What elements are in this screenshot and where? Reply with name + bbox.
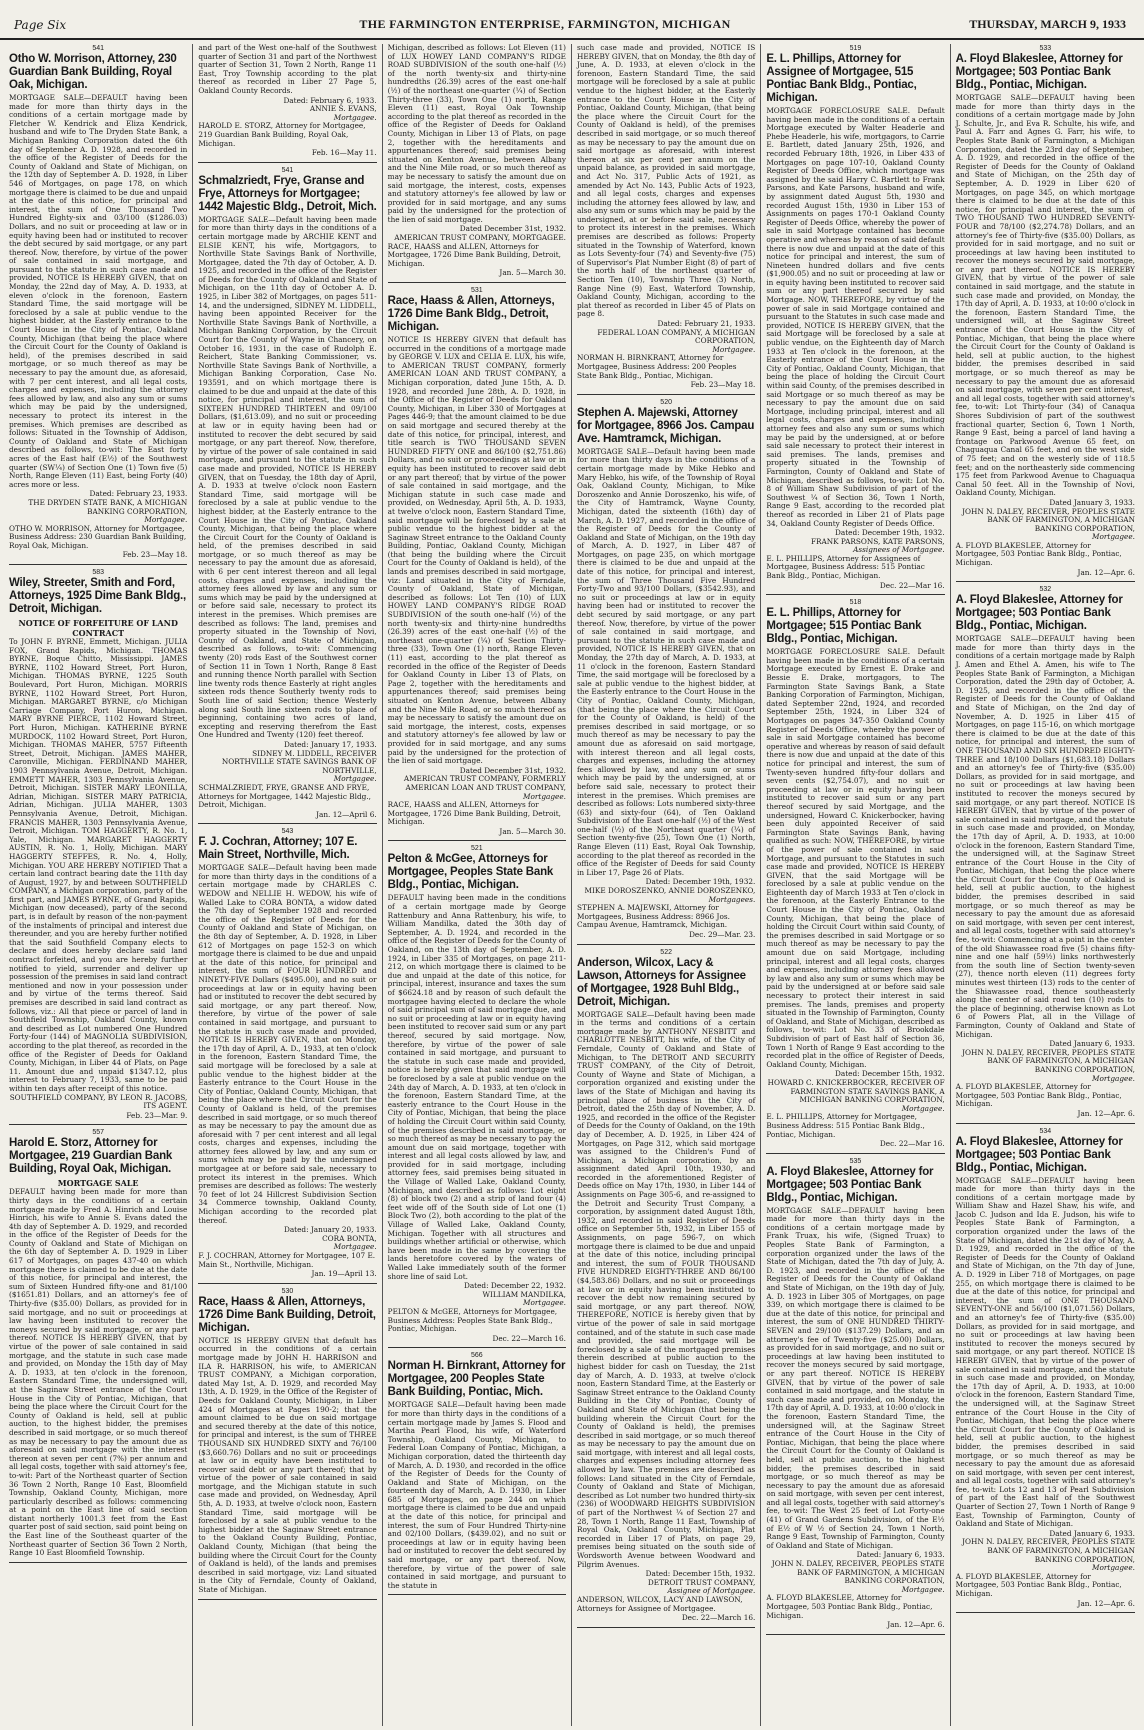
notice-role: Mortgagee. xyxy=(901,1103,945,1113)
notice-dated: Dated: December 15th, 1932. xyxy=(645,1569,756,1579)
column-6 xyxy=(951,44,1140,1726)
notice-number: 530 xyxy=(281,1287,294,1295)
notice-number: 519 xyxy=(849,45,862,52)
notice-dated: Dated January 6, 1933. xyxy=(1049,1039,1135,1049)
notice-number: 522 xyxy=(660,948,672,956)
notice-number: 520 xyxy=(660,398,672,406)
notice-dated: Dated: January 6, 1933. xyxy=(856,1550,945,1560)
notice-role: Mortgagee. xyxy=(523,791,566,801)
notice-run-dates: Feb. 16—May 11. xyxy=(311,148,377,158)
notice-body: MORTGAGE FORECLOSURE SALE. Default having been made in the conditions of a certain Mortgage executed by Ernest E. Drake and Bessie E. Drake, mortgagors, to The Farmington State Savings Bank, a State Banking Corporation of Farmington, Michigan, dated September 22nd, 1924, and recorded September 25th, 1924, in Liber 324 of Mortgages on pages 347-350 Oakland County Register of Deeds Office, whereby the power of sale in said Mortgage contained has become operative and whereas by reason of said default there is now due and unpaid at the date of this notice for principal and interest, the sum of Twenty-seven hundred fifty-four dollars and seven cents ($2,754.07), and no suit or proceeding at law or in equity having been instituted to recover said sum or any part thereof secured by said Mortgage, and the undersigned, Howard C. Knickerbocker, having been duly appointed Receiver of said Farmington State Savings Bank, having qualified as such: NOW, THEREFORE, by virtue of the power of sale contained in said Mortgage, and pursuant to the Statutes in such case made and provided, NOTICE IS HEREBY GIVEN, that the said Mortgage will be foreclosed by a sale at public vendue on the Eighteenth day of March 1933 at Ten o'clock in the forenoon, at the Easterly Entrance to the Court House in the City of Pontiac, Oakland County, Michigan, that being the place of holding the Circuit Court within said County, of the premises described in said Mortgage or so much thereof as may be necessary to pay the amount due on said Mortgage, including principal, interest and all legal costs, charges and expenses, including attorney fees allowed by law and also any sum or sums which may be paid by the undersigned at or before said sale necessary to protect their interest in said premises. The lands, premises and property situated in the Township of Farmington, County of Oakland, and State of Michigan, described as follows, to-wit: Lot No. 33 of Brookdale Subdivision of part of East half of Section 36, Town 1 North of Range 9 East according to the recorded plat in the office of Register of Deeds, Oakland County, Michigan. xyxy=(766,647,945,1069)
notice-number: 532 xyxy=(1039,586,1052,594)
legal-notice xyxy=(577,398,755,940)
notice-attorney: NORMAN H. BIRNKRANT, Attorney for Mortgagee, Business Address: 200 Peoples State Bank Bldg., Pontiac, Michigan. xyxy=(576,353,737,380)
page-number: Page Six xyxy=(14,18,67,32)
notice-attorney: PELTON & McGEE, Attorneys for Mortgagee, Business Address: Peoples State Bank Bldg., Pontiac, Michigan. xyxy=(387,1306,558,1334)
notice-dated: Dated: December 15th, 1932. xyxy=(835,1069,945,1079)
column-4 xyxy=(572,44,761,1726)
notice-heading: A. Floyd Blakeslee, Attorney for Mortgagee; 503 Pontiac Bank Bldg., Pontiac, Michigan. xyxy=(766,1165,934,1204)
notice-divider xyxy=(9,1562,187,1563)
notice-divider xyxy=(388,840,566,841)
notice-heading: A. Floyd Blakeslee, Attorney for Mortgagee; 503 Pontiac Bank Bldg., Pontiac, Michigan. xyxy=(955,1135,1123,1174)
notice-role: Mortgagee. xyxy=(333,774,377,784)
notice-divider xyxy=(198,823,376,824)
notice-signature: FRANK PARSONS, KATE PARSONS, xyxy=(810,536,945,546)
notice-number: 533 xyxy=(1039,45,1052,52)
notice-signature: SIDNEY M. LIDDELL, RECEIVER NORTHVILLE STATE SAVINGS BANK OF NORTHVILLE, xyxy=(221,748,377,775)
notice-number: 521 xyxy=(470,845,483,853)
notice-role: Mortgagee. xyxy=(523,1298,566,1308)
notice-body: DEFAULT having been made in the conditions of a certain mortgage made by George Rattenbury and Anna Rattenbury, his wife, to William Mandilka, dated the 30th day of September, A. D. 1924, and recorded in the office of the Register of Deeds for the County of Oakland, on the 13th day of September, A. D. 1924, in Liber 335 of Mortgages, on page 211-212, on which mortgage there is claimed to be due and unpaid at the date of this notice, for principal, interest, insurance and taxes the sum of $6624.18 and by reason of such default the mortgagee having elected to declare the whole of said principal sum of said mortgage due, and no suit or proceeding at law or in equity having been instituted to recover said sum or any part thereof, secured by said mortgage. Now, therefore, by virtue of the power of sale contained in said mortgage, and pursuant to the statute in such case made and provided, notice is hereby given that said mortgage will be foreclosed by a sale at public vendue on the 24th day of March, A. D. 1933, at ten o'clock in the forenoon, Eastern Standard Time, at the easterly entrance to the Court House in the City of Pontiac, Michigan, that being the place of holding the Circuit Court within said County, of the premises described in said mortgage, or so much thereof as may be necessary to pay the amount due on said mortgage, together with interest and all legal costs allowed by law, and provided for in said mortgage, including attorney fees, said premises being situated in the Village of Walled Lake, Oakland County, Michigan, and described as follows: Lot eight (8) of block two (2) and a strip of land four (4) feet wide off of the South side of Lot one (1) Block Two (2), both according to the plat of the Village of Walled Lake, Oakland County, Michigan. Together with all structures and buildings whether artificial or otherwise, which have been made in the same by covering the lands heretofore covered by the waters of Walled Lake immediately south of the former shore line of said Lot. xyxy=(387,893,566,1281)
notice-role: Mortgagees. xyxy=(708,894,756,904)
notice-role: Mortgagee. xyxy=(901,1584,945,1594)
notice-number: 534 xyxy=(1039,1127,1052,1135)
notice-number: 543 xyxy=(281,828,294,836)
notice-signature: JOHN N. DALEY, RECEIVER, PEOPLES STATE BANK OF FARMINGTON, A MICHIGAN BANKING CORPORATION, xyxy=(962,506,1135,533)
notice-heading: E. L. Phillips, Attorney for Assignee of Mortgagee, 515 Pontiac Bank Bldg., Pontiac, Michigan. xyxy=(766,53,917,104)
notice-number: 541 xyxy=(281,166,294,174)
notice-signature: WILLIAM MANDILKA, xyxy=(482,1289,566,1299)
notice-run-dates: Jan. 12—Apr. 6. xyxy=(1077,1598,1135,1608)
notice-divider xyxy=(9,564,187,565)
notice-attorney: E. L. PHILLIPS, Attorney for Assignees of Mortgagee, Business Address: 515 Pontiac Bank Bldg., Pontiac, Michigan. xyxy=(766,553,925,581)
notice-run-dates: Feb. 23—May 18. xyxy=(690,380,756,390)
notice-signature: MIKE DOROSZENKO, ANNIE DOROSZENKO, xyxy=(584,886,756,896)
column-1 xyxy=(4,44,193,1726)
notice-heading: Race, Haass & Allen, Attorneys, 1726 Dime Bank Bldg., Detroit, Michigan. xyxy=(387,295,555,334)
notice-attorney: SCHMALZRIEDT, FRYE, GRANSE AND FRYE, Attorneys for Mortgagee, 1442 Majestic Bldg., Detroit, Michigan. xyxy=(198,782,371,810)
column-5 xyxy=(761,44,950,1726)
notice-heading: Wiley, Streeter, Smith and Ford, Attorneys, 1925 Dime Bank Bldg., Detroit, Michigan. xyxy=(9,577,187,616)
issue-date: THURSDAY, MARCH 9, 1933 xyxy=(969,17,1126,31)
notice-signature: AMERICAN TRUST COMPANY, FORMERLY AMERICAN LOAN AND TRUST COMPANY, xyxy=(403,774,566,792)
notice-signature: JOHN N. DALEY, RECEIVER, PEOPLES STATE BANK OF FARMINGTON, A MICHIGAN BANKING CORPORATION, xyxy=(962,1537,1135,1564)
notice-number: 531 xyxy=(470,287,483,295)
notice-signature: CORA BONTA, xyxy=(322,1233,377,1243)
notice-attorney: A. FLOYD BLAKESLEE, Attorney for Mortgagee, 503 Pontiac Bank Bldg., Pontiac, Michigan. xyxy=(766,1593,933,1620)
notice-attorney: F. J. COCHRAN, Attorney for Mortgagee, 107 E. Main St., Northville, Michigan. xyxy=(198,1251,376,1269)
notice-signature: JOHN N. DALEY, RECEIVER, PEOPLES STATE BANK OF FARMINGTON, A MICHIGAN BANKING CORPORATION, xyxy=(962,1047,1135,1074)
notice-heading: Stephen A. Majewski, Attorney for Mortgagee, 8966 Jos. Campau Ave. Hamtramck, Michigan. xyxy=(576,406,755,445)
notice-dated: Dated January 6, 1933. xyxy=(1049,1528,1135,1538)
notice-signature: FEDERAL LOAN COMPANY, A MICHIGAN CORPORATION, xyxy=(597,327,756,346)
notice-run-dates: Jan. 19—April 13. xyxy=(311,1269,377,1279)
notice-role: Mortgagee. xyxy=(1092,1073,1135,1083)
notice-attorney: A. FLOYD BLAKESLEE, Attorney for Mortgagee, 503 Pontiac Bank Bldg., Pontiac, Michigan. xyxy=(955,1571,1122,1598)
notice-run-dates: Dec. 22—Mar 16. xyxy=(879,1139,945,1149)
notice-run-dates: Jan. 12—April 6. xyxy=(316,809,377,819)
notice-run-dates: Feb. 23—May 18. xyxy=(122,550,188,560)
notice-role: Mortgagee. xyxy=(144,515,188,525)
notice-divider xyxy=(766,1634,944,1635)
notice-role: Mortgagee. xyxy=(1092,1563,1135,1573)
notice-body: MORTGAGE SALE—DEFAULT having been made for more than thirty days in the conditions of a certain mortgage made by Frank Truax, his wife, (Signed Truax) to Peoples State Bank of Farmington, a corporation organized under the laws of the State of Michigan, dated the 7th day of July, A. D. 1923, and recorded in the office of the Register of Deeds for the County of Oakland and State of Michigan, on the 19th day of July, A. D. 1923 in Liber 305 of Mortgages, on page 339, on which mortgage there is claimed to be due at the date of this notice, for principal and interest, the sum of ONE HUNDRED THIRTY-SEVEN and 29/100 ($137.29) Dollars, and an attorney's fee of Twenty-five ($25.00) Dollars, as provided for in said mortgage, and no suit or proceedings at law having been instituted to recover the moneys secured by said mortgage, or any part thereof. NOTICE IS HEREBY GIVEN, that by virtue of the power of sale contained in said mortgage, and the statute in such case made and provided, on Monday, the 17th day of April, A. D. 1933, at 10:00 o'clock in the forenoon, Eastern Standard Time, the undersigned will, at the Saginaw Street entrance of the Court House in the City of Pontiac, Michigan, that being the place where the Circuit Court for the County of Oakland is held, sell at public auction, to the highest bidder, the premises described in said mortgage, or so much thereof as may be necessary to pay the amount due as aforesaid on said mortgage, with seven per cent interest, and all legal costs, together with said attorney's fee, to-wit: The West 25 feet of Lot Forty-one (41) of Grand Gardens Subdivision, of the E½ of E½ of W ½ of Section 24, Town 1 North, Range 9 East, Township of Farmington, County of Oakland and State of Michigan. xyxy=(766,1205,945,1550)
notice-divider xyxy=(956,1123,1135,1124)
notice-role: Assignees of Mortgagee. xyxy=(853,545,945,555)
notice-subheading: MORTGAGE SALE xyxy=(57,1178,139,1189)
notice-dated: Dated: February 21, 1933. xyxy=(657,319,756,328)
notice-body: Michigan, described as follows: Lot Eleven (11) of LUX HOWEY LAND COMPANY'S RIDGE ROAD SUBDIVISION of the south one-half (½) of the north twenty-six and thirty-nine hundredths (26.39) acres of the east one-half (½) of the northeast one-quarter (¼) of Section Thirty-three (33), Town One (1) north, Range Eleven (11) east, Royal Oak Township according to the plat thereof as recorded in the office of the Register of Deeds for Oakland County, Michigan in Liber 13 of Plats, on page 2, together with the hereditaments and appurtenances thereof; said premises being situated on Kenton Avenue, between Albany and the Nine Mile road, or so much thereof as may be necessary to satisfy the amount due on said mortgage, the interest, costs, expenses and statutory attorney's fee allowed by law or provided for in said mortgage, and any sums paid by the undersigned for the protection of the lien of said mortgage. xyxy=(387,44,566,224)
notice-body: MORTGAGE SALE—Default having been made for more than thirty days in the conditions of a certain mortgage made by Mike Hebko and Mary Hebko, his wife, of the Township of Royal Oak, Oakland County, Michigan, to Mike Doroszenko and Annie Doroszenko, his wife, of the City of Hamtramck, Wayne County, Michigan, dated the sixteenth (16th) day of March, A. D. 1927, and recorded in the office of the Register of Deeds for the County of Oakland and State of Michigan, on the 19th day of March, A. D. 1927, in Liber 487 of Mortgages, on page 235, on which mortgage there is claimed to be due and unpaid at the date of this notice, for principal and interest, the sum of Three Thousand Five Hundred Forty-Two and 93/100 Dollars, ($3542.93), and no suit or proceedings at law or in equity having been had or instituted to recover the debt secured by said mortgage, or any part thereof. Now, therefore, by virtue of the power of sale contained in said mortgage, and pursuant to the statute in such case made and provided, NOTICE IS HEREBY GIVEN, that on Monday, the 27th day of March, A. D. 1933, at 11 o'clock in the forenoon, Eastern Standard Time, the said mortgage will be foreclosed by a sale at public vendue to the highest bidder, at the Easterly entrance to the Court House in the City of Pontiac, Oakland County, Michigan, (that being the place where the Circuit Court for the County of Oakland, is held) of the premises described in said mortgage, or so much thereof as may be necessary to pay the amount due as aforesaid on said mortgage, with interest thereon and all legal costs, charges and expenses, including the attorney fees allowed by law, and any sum or sums which may be paid by the undersigned, at or before said sale, necessary to protect their interest in the premises. Which premises are described as follows: Lots numbered sixty-three (63) and sixty-four (64), of Ten Oakland Subdivision of the East one-half (½) of the West one-half (½) of the Northeast quarter (¼) of Section twenty-five (25), Town One (1) North, Range Eleven (11) East, Royal Oak Township, according to the plat thereof as recorded in the office of the Register of Deeds for said County in Liber 17, Page 26 of Plats. xyxy=(576,446,756,877)
notice-divider xyxy=(956,1612,1135,1613)
legal-notice xyxy=(198,44,376,158)
notice-body: NOTICE IS HEREBY GIVEN that default has occurred in the conditions of a mortgage made by GEORGE V. LUX and CELIA E. LUX, his wife, to AMERICAN TRUST COMPANY, formerly AMERICAN LOAN AND TRUST COMPANY, a Michigan corporation, dated June 15th, A. D. 1928, and recorded June 28th, A. D. 1928, in the Office of the Register of Deeds for Oakland County, Michigan, in Liber 330 of Mortgages at Pages 446-9; that the amount claimed to be due on said mortgage and secured thereby at the date of this notice, for principal, interest, and title search is TWO THOUSAND SEVEN HUNDRED FIFTY ONE and 86/100 ($2,751.86) Dollars, and no suit or proceedings at law or in equity has been instituted to recover said debt or any part thereof; that by virtue of the power of sale contained in said mortgage, and the Michigan statute in such case made and provided, on Wednesday, April 5th, A. D. 1933, at twelve o'clock noon, Eastern Standard Time, said mortgage will be foreclosed by a sale at public vendue to the highest bidder at the Saginaw Street entrance to the Oakland County Building, Pontiac, Oakland County, Michigan (that being the building where the Circuit Court for the County of Oakland is held), of the lands and premises described in said mortgage, viz: Land situated in the City of Ferndale, County of Oakland, State of Michigan, described as follows: Lot Ten (10) of LUX HOWEY LAND COMPANY'S RIDGE ROAD SUBDIVISION of the south one-half (½) of the north twenty-six and thirty-nine hundredths (26.39) acres of the east one-half (½) of the northeast one-quarter (¼) of Section Thirty-three (33), Town One (1) north, Range Eleven (11) east, according to the plat thereof as recorded in the office of the Register of Deeds for Oakland County in Liber 13 of Plats, on Page 2, together with the hereditaments and appurtenances thereof; said premises being situated on Kenton Avenue, between Albany and the Nine Mile Road, or so much thereof as may be necessary to satisfy the amount due on said mortgage, the interest, costs, expenses and statutory attorney's fee allowed by law or provided for in said mortgage, and any sums paid by the undersigned for the protection of the lien of said mortgage. xyxy=(387,335,566,766)
notice-body: and part of the West one-half of the Southwest quarter of Section 31 and part of the Northwest quarter of Section 31, Town 2 North, Range 11 East, Troy Township according to the plat thereof as recorded in Liber 27 Page 5, Oakland County Records. xyxy=(198,44,377,95)
notice-divider xyxy=(577,944,755,945)
legal-notice xyxy=(9,568,187,1120)
notice-role: Assignee of Mortgagee. xyxy=(667,1586,756,1596)
notice-subheading: NOTICE OF FORFEITURE OF LAND CONTRACT xyxy=(18,618,178,639)
notice-heading: A. Floyd Blakeslee, Attorney for Mortgagee; 503 Pontiac Bank Bldg., Pontiac, Michigan. xyxy=(955,594,1123,633)
notice-heading: E. L. Phillips, Attorney for Mortgagee; 515 Pontiac Bank Bldg., Pontiac, Michigan. xyxy=(766,607,922,646)
notice-divider xyxy=(198,162,376,163)
notice-body: DEFAULT having been made for more than thirty days in the conditions of a certain mortgage made by Fred A. Hinrich and Louise Hinrich, his wife to Annie S. Evans dated the 4th day of September A. D. 1929, and recorded in the office of the Register of Deeds for the County of Oakland and State of Michigan on the 6th day of September A. D. 1929 in Liber 617 of Mortgages, on pages 437-40 on which mortgage there is claimed to be due at the date of this notice, for principal and interest, the sum of Sixteen Hundred fifty-one and 81/100 ($1651.81) Dollars, and an attorney's fee of Thirty-five ($35.00) Dollars, as provided for in said mortgage, and no suit or proceedings at law having been instituted to recover the moneys secured by said mortgage, or any part thereof. NOTICE IS HEREBY GIVEN, that by virtue of the power of sale contained in said mortgage, and the statute in such case made and provided, on Monday the 15th day of May A. D. 1933, at ten o'clock in the forenoon, Eastern Standard Time, the undersigned will, at the Saginaw Street entrance of the Court House in the City of Pontiac, Michigan, that being the place where the Circuit Court for the County of Oakland is held, sell at public auction, to the highest bidder, the premises described in said mortgage, or so much thereof as may be necessary to pay the amount due as aforesaid on said mortgage with the interest thereon at seven per cent (7%) per annum and all legal costs, together with said attorney's fee, to-wit: Part of the Northeast quarter of Section 36 Town 2 North, Range 10 East, Bloomfield Township, Oakland County, Michigan, more particularly described as follows: commencing at a point on the East line of said section distant northerly 1001.3 feet from the East quarter post of said section, said point being on the East line of the Southeast quarter of the Northeast quarter of Section 36 Town 2 North, Range 10 East Bloomfield Township. xyxy=(9,1187,188,1558)
legal-notice xyxy=(388,44,566,278)
legal-notice xyxy=(9,44,187,560)
notice-attorney: RACE, HAASS and ALLEN, Attorneys for Mortgagee, 1726 Dime Bank Building, Detroit, Michigan. xyxy=(387,241,562,268)
legal-notice xyxy=(388,1351,566,1590)
notice-divider xyxy=(766,1153,944,1154)
notice-role: Mortgagee. xyxy=(333,1242,377,1252)
notice-signature: THE DRYDEN STATE BANK, A MICHIGAN BANKING CORPORATION, xyxy=(28,497,188,516)
notice-role: Mortgagee. xyxy=(333,112,377,122)
notice-attorney: STEPHEN A. MAJEWSKI, Attorney for Mortgagees, Business Address: 8966 Jos. Campau Avenue, Hamtramck, Michigan. xyxy=(576,903,730,930)
notice-body: NOTICE IS HEREBY GIVEN that default has occurred in the conditions of a certain mortgage made by JOHN H. HARRISON and ILA R. HARRISON, his wife, to AMERICAN TRUST COMPANY, a Michigan corporation, dated May 1st, A. D. 1929, and recorded May 13th, A. D. 1929, in the Office of the Register of Deeds for Oakland County, Michigan, in Liber 424 of Mortgages at Pages 190-2; that the amount claimed to be due on said mortgage and secured thereby at the date of this notice, for principal and interest, is the sum of THREE THOUSAND SIX HUNDRED SIXTY and 76/100 ($3,660.76) Dollars and no suit or proceedings at law or in equity have been instituted to recover said debt or any part thereof; that by virtue of the power of sale contained in said mortgage, and the Michigan statute in such case made and provided, on Wednesday, April 5th, A. D. 1933, at twelve o'clock noon, Eastern Standard Time, said mortgage will be foreclosed by a sale at public vendue to the highest bidder at the Saginaw Street entrance to the Oakland County Building, Pontiac, Oakland County, Michigan (that being the building where the Circuit Court for the County of Oakland is held), of the lands and premises described in said mortgage, viz: Land situated in the City of Ferndale, County of Oakland, State of Michigan. xyxy=(198,1335,377,1594)
notice-heading: A. Floyd Blakeslee, Attorney for Mortgagee; 503 Pontiac Bank Bldg., Pontiac, Michigan. xyxy=(955,53,1123,91)
legal-notice xyxy=(198,166,376,820)
notice-signature: ANNIE S. EVANS, xyxy=(309,104,377,114)
notice-body: To JOHN F. BYRNE, Emmett, Michigan. JULIA FOX, Grand Rapids, Michigan. THOMAS BYRNE, Boque Chitto, Mississippi. JAMES BYRNE, 1102 Howard Street, Port Huron, Michigan. THOMAS BYRNE, 1225 South Boulevard, Port Huron, Michigan. MORRIS BYRNE, 1102 Howard Street, Port Huron, Michigan. MARGARET BYRNE, c/o Michigan Carriage Company, Port Huron, Michigan. MARY BYRNE PIERCE, 1102 Howard Street, Port Huron, Michigan. KATHERINE BYRNE MURDOCK, 1102 Howard Street, Port Huron, Michigan. THOMAS MAHER, 5757 Fifteenth Street, Detroit, Michigan. JAMES MAHER, Caronville, Michigan. FERDINAND MAHER, 1903 Pennsylvania Avenue, Detroit, Michigan. EMMETT MAHER, 1303 Pennsylvania Avenue, Detroit, Michigan. SISTER MARY LEONILLA, Adrian, Michigan. SISTER MARY PATRICIA, Adrian, Michigan. JULIA MAHER, 1303 Pennsylvania Avenue, Detroit, Michigan. FRANCIS MAHER, 1303 Pennsylvania Avenue, Detroit, Michigan. TOM HAGGERTY, R. No. 1, Yale, Michigan. MARGARET HAGGERTY AUSTIN, R. No. 1, Holly, Michigan. MARY HAGGERTY STEFFES, R. No. 4, Holly, Michigan. YOU ARE HEREBY NOTIFIED That a certain land contract bearing date the 11th day of August, 1927, by and between SOUTHFIELD COMPANY, a Michigan corporation, party of the first part, and JAMES BYRNE, of Grand Rapids, Michigan (now deceased), party of the second part, is in default by reason of the non-payment of the instalments of principal and interest due thereunder, and you are hereby further notified that the said Southfield Company elects to declare and does hereby declare said land contract forfeited, and you are hereby further notified to yield, surrender and deliver up possession of the premises in said land contract mentioned and now in your possession under and by virtue of the terms thereof. Said premises are described in said land contract as follows, viz.: All that piece or parcel of land in Southfield Township, Oakland County, known and described as Lot numbered One Hundred Forty-four (144) of MAGNOLIA SUBDIVISION, according to the plat thereof, as recorded in the office of the Register of Deeds for Oakland County, Michigan, in Liber 44 of Plats, on Page 11. Amount due and unpaid $1347.12, plus interest to February 7, 1933, same to be paid within ten days after receipt of this notice. xyxy=(9,637,188,1093)
notice-heading: Norman H. Birnkrant, Attorney for Mortgagee, 200 Peoples State Bank Building, Pontiac, Mich. xyxy=(387,1360,566,1399)
legal-notice xyxy=(766,598,944,1148)
notice-body: MORTGAGE SALE—Default having been made in the terms and conditions of a certain mortgage made by ANTHONY NESBITT and CHARLOTTE NESBITT, his wife, of the City of Ferndale, County of Oakland and State of Michigan, to The DETROIT AND SECURITY TRUST COMPANY, of the City of Detroit, County of Wayne and State of Michigan, a corporation organized and existing under the laws of the State of Michigan and having its principal place of business in the City of Detroit, dated the 25th day of November, A. D. 1925, and recorded in the office of the Register of Deeds for the County of Oakland, on the 19th day of December, A. D. 1925, in Liber 424 of Mortgages, on Page 312, which said mortgage was assigned to the Children's Fund of Michigan, a Michigan corporation, by an assignment dated April 10th, 1930, and recorded in the aforementioned Register of Deeds office on May 17th, 1930, in Liber 144 of Assignments on Page 305-6, and re-assigned to the Detroit and Security Trust Company, a corporation, by assignment dated August 18th, 1932, and recorded in said Register of Deeds office on September 5th, 1932, in Liber 155 of Assignments, on page 596-7, on which mortgage there is claimed to be due and unpaid at the date of this notice, including principal and interest, the sum of FOUR THOUSAND FIVE HUNDRED EIGHTY-THREE AND 86/100 ($4,583.86) Dollars, and no suit or proceedings at law or in equity having been instituted to recover the debt now remaining secured by said mortgage, or any part thereof. NOW, THEREFORE, NOTICE is hereby given that by virtue of the power of sale in said mortgage contained, and of the statute in such case made and provided, the said mortgage will be foreclosed by a sale of the mortgaged premises therein described at public auction to the highest bidder for cash on Tuesday, the 21st day of March, A. D. 1933, at twelve o'clock noon, Eastern Standard Time, at the Easterly or Saginaw Street entrance to the Oakland County Building in the City of Pontiac, County of Oakland and State of Michigan (that being the building wherein the Circuit Court for the County of Oakland is held), the premises described in said mortgage, or so much thereof as may be necessary to pay the amount due on said mortgage, with interest and all legal costs, charges and expenses including attorney fees allowed by law. The premises are described as follows: Land situated in the City of Ferndale, County of Oakland and State of Michigan, described as Lot number two hundred thirty-six (236) of WOODWARD HEIGHTS SUBDIVISION of part of the Northwest ¼ of Section 27 and 28, Town 1 North, Range 11 East, Township of Royal Oak, Oakland County, Michigan, Plat recorded in Liber 17 of Plats, on page 29, premises being situated on the south side of Wordsworth Avenue between Woodward and Pilgrim Avenues. xyxy=(576,1009,756,1569)
notice-attorney: A. FLOYD BLAKESLEE, Attorney for Mortgagee, 503 Pontiac Bank Bldg., Pontiac, Michigan. xyxy=(955,540,1122,568)
notice-body: MORTGAGE FORECLOSURE SALE. Default having been made in the conditions of a certain Mortgage executed by Walter Headerle and Phebe Headerle, his wife, mortgagors, to Carrie E. Bartlett, dated January 25th, 1926, and recorded February 18th, 1926, in Liber 433 of Mortgages on page 107-10, Oakland County Register of Deeds Office, which mortgage was assigned by the said Harry C. Bartlett to Frank Parsons, and Kate Parsons, husband and wife, by assignment dated August 5th, 1930 and recorded August 15th, 1930 in Liber 153 of Assignments on pages 170-1 Oakland County Register of Deeds Office, whereby the power of sale in said Mortgage contained has become operative and whereas by reason of said default there is now due and unpaid at the date of this notice for principal and interest, the sum of Nineteen hundred dollars and five cents ($1,900.05) and no suit or proceeding at law or in equity having been instituted to recover said sum or any part thereof secured by said Mortgage. NOW, THEREFORE, by virtue of the power of sale in said Mortgage contained and pursuant to the Statutes in such case made and provided, NOTICE IS HEREBY GIVEN, that the said Mortgage will be foreclosed by a sale at public vendue, on the Eighteenth day of March 1933 at Ten o'clock in the forenoon, at the Easterly entrance of the Court House in the City of Pontiac, Oakland County, Michigan, that being the place of holding the Circuit Court within said County, of the premises described in said Mortgage or so much thereof as may be necessary to pay the amount due on said Mortgage, including principal, interest and all legal costs, charges and expenses, including attorney fees and also any sum or sums which may be paid by the undersigned, at or before said sale necessary to protect their interest in said premises. The lands, premises and property situated in the Township of Farmington, County of Oakland and State of Michigan, described as follows, to-wit: Lot No. 8 of William Shaw Subdivision of part of the Southwest ¼ of Section 36, Town 1 North, Range 9 East, according to the recorded plat thereof as recorded in Liber 21 of Plats page 34, Oakland County Register of Deeds Office. xyxy=(766,106,945,528)
notice-body: MORTGAGE SALE—Default having been made for more than thirty days in the conditions of a certain mortgage made by ARCHIE KENT and ELSIE KENT, his wife, Mortgagors, to Northville State Savings Bank of Northville, Mortgagee, dated the 7th day of October, A. D. 1925, and recorded in the office of the Register of Deeds for the County of Oakland and State of Michigan, on the 11th day of October A. D. 1925, in Liber 382 of Mortgages, on pages 511-14, and the undersigned, SIDNEY M. LIDDELL, having been appointed Receiver for the Northville State Savings Bank of Northville, a Michigan Banking Corporation, by the Circuit Court for the County of Wayne in Chancery, on October 16, 1931, in the case of Rudolph E. Reichert, State Banking Commissioner, vs. Northville State Savings Bank of Northville, a Michigan Banking Corporation, Case No. 193591, and on which mortgage there is claimed to be due and unpaid at the date of this notice, for principal and interest, the sum of SIXTEEN HUNDRED THIRTEEN and 09/100 Dollars, ($1,613.09), and no suit or proceeding at law or in equity having been had or instituted to recover the debt secured by said mortgage, or any part thereof. Now, therefore, by virtue of the power of sale contained in said mortgage, and pursuant to the statute in such case made and provided, NOTICE IS HEREBY GIVEN, that on Tuesday, the 18th day of April, A. D. 1933 at twelve o'clock noon Eastern Standard Time, said mortgage will be foreclosed by a sale at public vendue to the highest bidder, at the Easterly entrance to the Court House in the City of Pontiac, Oakland County, Michigan, that being the place where the Circuit Court for the County of Oakland is held, of the premises described in said mortgage, or so much thereof as may be necessary to pay the amount due as aforesaid, with 6 per cent interest thereon and all legal costs, charges and expenses, including the attorney fees allowed by law and any sum or sums which may be paid by the undersigned at or before said sale, necessary to protect its interest in the premises. Which premises are described as follows: The land, premises and property situated in the Township of Novi, County of Oakland, and State of Michigan, described as follows, to-wit: Commencing twenty (20) rods East of the Southwest corner of Section 11 in Town 1 North, Range 8 East and running thence North parallel with Section line twenty rods thence Easterly at right angles sixteen rods thence Southerly twenty rods to South line of said Section; thence Westerly along said South line sixteen rods to place of beginning, containing two acres of land, excepting and reserving therefrom the East One Hundred and Twenty (120) feet thereof. xyxy=(198,214,377,740)
masthead xyxy=(0,0,1144,40)
notice-body: MORTGAGE SALE—DEFAULT having been made for more than thirty days in the conditions of a certain mortgage made by Fletcher W. Kendrick and Eliza Kendrick, husband and wife to The Dryden State Bank, a Michigan Banking Corporation dated the 6th day of September A. D. 1928, and recorded in the office of the Register of Deeds for the County of Oakland and State of Michigan, on the 12th day of September A. D. 1928, in Liber 546 of Mortgages, on page 178, on which mortgage there is claimed to be due and unpaid at the date of this notice, for principal and interest, the sum of One Thousand Two Hundred Eighty-six and 03/100 ($1286.03) Dollars, and no suit or proceeding at law or in equity having been had or instituted to recover the debt secured by said mortgage, or any part thereof. Now, therefore, by virtue of the power of sale contained in said mortgage, and pursuant to the statute in such case made and provided, NOTICE IS HEREBY GIVEN, that on Monday, the 22nd day of May, A. D. 1933, at eleven o'clock in the forenoon, Eastern Standard Time, the said mortgage will be foreclosed by a sale at public vendue to the highest bidder, at the Easterly entrance to the Court House in the City of Pontiac, Oakland County, Michigan (that being the place where the Circuit Court for the County of Oakland is held), of the premises described in said mortgage, or so much thereof as may be necessary to pay the amount due, as aforesaid, with 7 per cent interest, and all legal costs, charges and expenses, including the attorney fees allowed by law, and also any sum or sums which may be paid by the undersigned, necessary to protect its interest in the premises. Which premises are described as follows: Situated in the Township of Addison, County of Oakland and State of Michigan described as follows, to-wit: The East forty acres of the East half (E½) of the Southwest quarter (SW¼) of Section One (1) Town five (5) North, Range Eleven (11) East, being Forty (40) acres more or less. xyxy=(9,93,188,489)
notice-attorney: RACE, HAASS and ALLEN, Attorneys for Mortgagee, 1726 Dime Bank Building, Detroit, Michigan. xyxy=(387,800,562,827)
notice-signature: DETROIT TRUST COMPANY, xyxy=(647,1577,756,1587)
notice-run-dates: Jan. 5—March 30. xyxy=(499,826,566,836)
notice-dated: Dated January 3, 1933. xyxy=(1049,497,1135,507)
notice-number: 541 xyxy=(92,45,104,52)
notice-run-dates: Jan. 12—Apr. 6. xyxy=(1077,567,1135,577)
notice-attorney: ANDERSON, WILCOX, LACY AND LAWSON, Attorneys for Assignee of Mortgagee. xyxy=(576,1594,743,1613)
column-3 xyxy=(383,44,572,1726)
legal-notice xyxy=(388,844,566,1343)
notice-run-dates: Feb. 23—Mar. 9. xyxy=(126,1110,188,1120)
notice-signature: HOWARD C. KNICKERBOCKER, RECEIVER OF FARMINGTON STATE SAVINGS BANK, A MICHIGAN BANKING CORPORATION, xyxy=(767,1077,945,1105)
notice-run-dates: Jan. 12—Apr. 6. xyxy=(1077,1108,1135,1118)
notice-heading: Pelton & McGee, Attorneys for Mortgagee, Peoples State Bank Bldg., Pontiac, Michigan. xyxy=(387,853,554,892)
notice-attorney: OTHO W. MORRISON, Attorney for Mortgagee, Business Address: 230 Guardian Bank Building, Royal Oak, Michigan. xyxy=(9,523,187,550)
legal-notice xyxy=(388,286,566,836)
legal-notice xyxy=(956,44,1135,577)
notice-run-dates: Dec. 29—Mar. 23. xyxy=(689,930,756,939)
notice-divider xyxy=(577,394,755,395)
notice-heading: Otho W. Morrison, Attorney, 230 Guardian Bank Building, Royal Oak, Michigan. xyxy=(9,53,177,91)
notice-divider xyxy=(388,282,566,283)
legal-notice xyxy=(577,44,755,390)
notice-heading: Schmalzriedt, Frye, Granse and Frye, Attorneys for Mortgagee; 1442 Majestic Bldg., Detroit, Mich. xyxy=(198,174,377,213)
notice-dated: Dated: February 23, 1933. xyxy=(89,489,188,499)
notice-divider xyxy=(388,1594,566,1595)
legal-notice xyxy=(956,1127,1135,1609)
notice-dated: Dated: December 19th, 1932. xyxy=(645,877,756,887)
notice-heading: Harold E. Storz, Attorney for Mortgagee, 219 Guardian Bank Building, Royal Oak, Michigan. xyxy=(9,1137,173,1176)
notice-run-dates: Dec. 22—March 16. xyxy=(681,1613,756,1623)
notice-number: 566 xyxy=(470,1352,483,1360)
notice-number: 583 xyxy=(92,569,104,577)
notice-heading: Race, Haass & Allen, Attorneys, 1726 Dime Bank Building, Detroit, Michigan. xyxy=(198,1295,376,1334)
notice-run-dates: Jan. 12—Apr. 6. xyxy=(887,1620,945,1630)
notice-signature: JOHN N. DALEY, RECEIVER, PEOPLES STATE BANK OF FARMINGTON, A MICHIGAN BANKING CORPORATION, xyxy=(771,1559,945,1586)
notice-dated: Dated December 31st, 1932. xyxy=(459,765,566,775)
notice-heading: Anderson, Wilcox, Lacy & Lawson, Attorneys for Assignee of Mortgagee, 1928 Buhl Bldg., Detroit, Michigan. xyxy=(576,956,746,1008)
notice-divider xyxy=(956,581,1135,582)
notice-attorney: E. L. PHILLIPS, Attorney for Mortgagee, Business Address: 515 Pontiac Bank Bldg., Pontiac, Michigan. xyxy=(766,1112,925,1139)
newspaper-name: THE FARMINGTON ENTERPRISE, FARMINGTON, MICHIGAN xyxy=(359,17,731,31)
notice-attorney: A. FLOYD BLAKESLEE, Attorney for Mortgagee, 503 Pontiac Bank Bldg., Pontiac, Michigan. xyxy=(955,1082,1122,1109)
legal-notice xyxy=(9,1128,187,1558)
notice-dated: Dated December 31st, 1932. xyxy=(459,224,566,234)
notice-number: 557 xyxy=(92,1129,104,1137)
notice-body: MORTGAGE SALE—DEFAULT having been made for more than thirty days in the conditions of a certain mortgage made by Ralph J. Amen and Ethel A. Amen, his wife to The Peoples State Bank of Farmington, a Michigan Corporation, dated the 29th day of October, A. D. 1925, and recorded in the office of the Register of Deeds for the County of Oakland and State of Michigan, on the 2nd day of November, A. D. 1925 in Liber 415 of Mortgages, on page 115-16, on which mortgage there is claimed to be due at the date of this notice, for principal and interest, the sum of ONE THOUSAND AND SIX HUNDRED EIGHTY-THREE and 18/100 Dollars ($1,683.18) Dollars and an attorney's fee of Thirty-five ($35.00) Dollars, as provided for in said mortgage, and no suit or proceedings at law having been instituted to recover the moneys secured by said mortgage, or any part thereof. NOTICE IS HEREBY GIVEN, that by virtue of the power of sale contained in said mortgage, and the statute in such case made and provided, on Monday, the 17th day of April, A. D. 1933, at 10:00 o'clock in the forenoon, Eastern Standard Time, the undersigned will, at the Saginaw Street entrance of the Court House in the City of Pontiac, Michigan, that being the place where the Circuit Court for the County of Oakland is held, sell at public auction, to the highest bidder, the premises described in said mortgage, or so much thereof as may be necessary to pay the amount due as aforesaid on said mortgage, with seven per cent interest, and all legal costs, together with said attorney's fee, to-wit: Commencing at a point in the center of the old Shiawassee road five (5) chains fifty-nine and one half (59½) links northwesterly from the south line of Section twenty-seven (27), thence north eleven (11) degrees forty minutes west thirteen (13) rods to the center of the Shiawassee road, thence southeasterly along the center of said road ten (10) rods to the place of beginning, otherwise known as Lot 6 of Powers Plat, all in the Village of Farmington, County of Oakland and State of Michigan. xyxy=(955,634,1135,1039)
legal-notice xyxy=(766,44,944,590)
column-2 xyxy=(193,44,382,1726)
notice-body: such case made and provided, NOTICE IS HEREBY GIVEN, that on Monday, the 8th day of June, A. D. 1933, at eleven o'clock in the forenoon, Eastern Standard Time, the said mortgage will be foreclosed by a sale at public vendue to the highest bidder, at the Easterly entrance to the Court House in the City of Pontiac, Oakland County, Michigan, (that being the place where the Circuit Court for the County of Oakland is held), of the premises described in said mortgage, or so much thereof as may be necessary to pay the amount due on said mortgage as aforesaid, with interest thereon at six per cent per annum on the unpaid balance, as provided in said mortgage, and Act No. 317, Public Acts of 1921, as amended by Act No. 143, Public Acts of 1923, and all legal costs, charges and expenses including the attorney fees allowed by law, and also any sum or sums which may be paid by the undersigned, at or before said sale, necessary to protect its interest in the premises. Which premises are described as follows: Property situated in the Township of Waterford, known as Lots Seventy-four (74) and Seventy-five (75) of Supervisor's Plat Number Eight (8) of part of the north half of the northeast quarter of Section Ten (10), Township Three (3) North, Range Nine (9) East, Waterford Township, Oakland County, Michigan, according to the plat thereof as recorded in Liber 45 of Plats on page 8. xyxy=(576,44,756,319)
notice-number: 535 xyxy=(849,1157,862,1165)
notice-divider xyxy=(388,1347,566,1348)
notice-number: 518 xyxy=(849,599,862,607)
notice-run-dates: Jan. 5—March 30. xyxy=(499,268,566,278)
legal-notice xyxy=(198,1287,376,1595)
notice-role: Mortgagee. xyxy=(712,344,756,354)
notice-body: MORTGAGE SALE—Default having been made for more than thirty days in the conditions of a certain mortgage made by James S. Flood and Martha Pearl Flood, his wife, of Waterford Township, Oakland County, Michigan, to Federal Loan Company of Pontiac, Michigan, a Michigan corporation, dated the thirteenth day of March, A. D. 1930, and recorded in the office of the Register of Deeds for the County of Oakland and State of Michigan, on the fourteenth day of March, A. D. 1930, in Liber 685 of Mortgages, on page 244 on which mortgage there is claimed to be due and unpaid at the date of this notice, for principal and interest, the sum of Four Hundred Thirty-nine and 02/100 Dollars, ($439.02), and no suit or proceedings at law or in equity having been had or instituted to recover the debt secured by said mortgage, or any part thereof. Now, therefore, by virtue of the power of sale contained in said mortgage, and pursuant to the statute in xyxy=(387,1400,566,1590)
notice-run-dates: Dec. 22—Mar 16. xyxy=(879,580,945,590)
notice-divider xyxy=(766,594,944,595)
notice-divider xyxy=(198,1283,376,1284)
notice-role: Mortgagee. xyxy=(1092,532,1135,542)
notice-signature: SOUTHFIELD COMPANY, BY LEON R. JACOBS, ITS AGENT. xyxy=(9,1092,188,1111)
notice-divider xyxy=(198,1599,376,1600)
legal-notice-columns xyxy=(4,44,1140,1726)
legal-notice xyxy=(766,1157,944,1630)
notice-dated: Dated: January 17, 1933. xyxy=(283,739,377,749)
notice-dated: Dated: December 19th, 1932. xyxy=(835,528,945,538)
notice-body: MORTGAGE SALE—DEFAULT having been made for more than thirty days in the conditions of a certain mortgage made by William Shaw and Hazel Shaw, his wife, and Jacob C. Judson and Ida E. Judson, his wife to Peoples State Bank of Farmington, a corporation organized under the laws of the State of Michigan, dated the 21st day of May, A. D. 1929, and recorded in the office of the Register of Deeds for the County of Oakland and State of Michigan, on the 7th day of June, A. D. 1929 in Liber 718 of Mortgages, on page 255, on which mortgage there is claimed to be due at the date of this notice, for principal and interest, the sum of ONE THOUSAND SEVENTY-ONE and 56/100 ($1,071.56) Dollars, and an attorney's fee of Thirty-five ($35.00) Dollars, as provided for in said mortgage, and no suit or proceedings at law having been instituted to recover the moneys secured by said mortgage, or any part thereof. NOTICE IS HEREBY GIVEN, that by virtue of the power of sale contained in said mortgage, and the statute in such case made and provided, on Monday, the 17th day of April, A. D. 1933, at 10:00 o'clock in the forenoon, Eastern Standard Time, the undersigned will, at the Saginaw Street entrance of the Court House in the City of Pontiac, Michigan, that being the place where the Circuit Court for the County of Oakland is held, sell at public auction, to the highest bidder, the premises described in said mortgage, or so much thereof as may be necessary to pay the amount due as aforesaid on said mortgage, with seven per cent interest, and all legal costs, together with said attorney's fee, to-wit: Lots 12 and 13 of Pearl Subdivision of part of the East half of the Southwest Quarter of Section 27, Town 1 North of Range 9 East, Township of Farmington, County of Oakland and State of Michigan. xyxy=(955,1175,1135,1529)
legal-notice xyxy=(577,948,755,1623)
notice-body: MORTGAGE SALE—DEFAULT having been made for more than thirty days in the conditions of a certain mortgage made by John J. Schulte, Jr., and Eva R. Schulte, his wife, and Paul A. Farr and Agnes G. Farr, his wife, to Peoples State Bank of Farmington, a Michigan Corporation, dated the 23rd day of September, A. D. 1929, and recorded in the office of the Register of Deeds for the County of Oakland and State of Michigan, on the 25th day of September, A. D. 1929 in Liber 620 of Mortgages, on page 345, on which mortgage there is claimed to be due at the date of this notice, for principal and interest, the sum of TWO THOUSAND TWO HUNDRED SEVENTY-FOUR and 78/100 ($2,274.78) Dollars, and an attorney's fee of Thirty-five ($35.00) Dollars, as provided for in said mortgage, and no suit or proceedings at law having been instituted to recover the moneys secured by said mortgage, or any part thereof. NOTICE IS HEREBY GIVEN, that by virtue of the power of sale contained in said mortgage, and the statute in such case made and provided, on Monday, the 17th day of April, A. D. 1933, at 10:00 o'clock in the forenoon, Eastern Standard Time, the undersigned will, at the Saginaw Street entrance of the Court House in the City of Pontiac, Michigan, that being the place where the Circuit Court for the County of Oakland is held, sell at public auction, to the highest bidder, the premises described in said mortgage, or so much thereof as may be necessary to pay the amount due as aforesaid on said mortgage, with seven per cent interest, and all legal costs, together with said attorney's fee, to-wit: Lot Thirty-four (34) of Canaqua Shores Subdivision of part of the southwest fractional quarter, Section 6, Town 1 North, Range 9 East, being a parcel of land having a frontage on Parkwood Avenue 65 feet, on Chaguaqua Canal 65 feet, and on the west side of 75 feet; and on the westerly side of 118.5 feet; and on the northeasterly side commencing 175 feet from Parkwood Avenue to Chaguaqua Canal 50 feet. All in the Township of Novi, Oakland County, Michigan. xyxy=(955,93,1135,498)
notice-attorney: HAROLD E. STORZ, Attorney for Mortgagee, 219 Guardian Bank Building, Royal Oak, Michigan. xyxy=(198,121,366,148)
notice-divider xyxy=(577,1627,755,1628)
notice-signature: AMERICAN TRUST COMPANY, MORTGAGEE. xyxy=(394,233,566,243)
notice-run-dates: Dec. 22—March 16. xyxy=(492,1333,566,1343)
legal-notice xyxy=(956,585,1135,1118)
notice-divider xyxy=(9,1124,187,1125)
notice-dated: Dated: February 6, 1933. xyxy=(283,95,377,105)
notice-heading: F. J. Cochran, Attorney; 107 E. Main Street, Northville, Mich. xyxy=(198,836,358,862)
notice-dated: Dated: January 20, 1933. xyxy=(283,1225,377,1235)
legal-notice xyxy=(198,827,376,1279)
notice-dated: Dated: December 22, 1932. xyxy=(463,1281,566,1291)
notice-body: MORTGAGE SALE—Default having been made for more than thirty days in the conditions of a certain mortgage made by CHARLES C. WEDOW and NELLIE H. WEDOW, his wife of Walled Lake to CORA BONTA, a widow dated the 7th day of September 1928 and recorded the office of the Register of Deeds for the County of Oakland and State of Michigan, on the 8th day of September, A. D. 1928, in Liber 612 of Mortgages on page 152-3 on which mortgage there is claimed to be due and unpaid at the date of this notice, for principal and interest, the sum of FOUR HUNDRED and NINETY-FIVE Dollars ($495.00), and no suit or proceedings at law or in equity having been had or instituted to recover the debt secured by said mortgage, or any part thereof. Now, therefore, by virtue of the power of sale contained in said mortgage, and pursuant to the statute in such case made and provided, NOTICE IS HEREBY GIVEN, that on Monday, the 17th day of April, A. D., 1933, at ten o'clock in the forenoon, Eastern Standard Time, the said mortgage will be foreclosed by a sale at public vendue to the highest bidder at the Easterly entrance to the Court House in the City of Pontiac, Oakland County, Michigan, that being the place where the Circuit Court for the County of Oakland is held, of the premises described in said mortgage, or so much thereof as may be necessary to pay the amount due as aforesaid with 7 per cent interest and all legal costs, charges and expenses, including the attorney fees allowed by law, and any sum or sums which may be paid by the undersigned mortgagee at or before said sale, necessary to protect its interest in the premises. Which premises are described as follows: The westerly 70 feet of lot 24 Hillcrest Subdivision Section 34 Commerce township, Oakland County, Michigan according to the recorded plat thereof. xyxy=(198,863,377,1225)
